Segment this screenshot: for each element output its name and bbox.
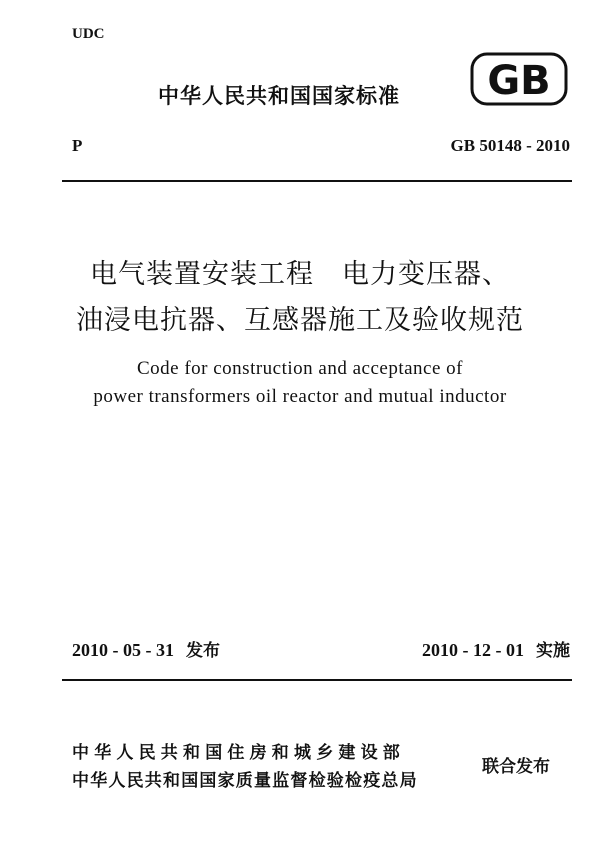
title-en-line1: Code for construction and acceptance of [136, 358, 463, 379]
joint-issue-label: 联合发布 [482, 757, 550, 777]
classification-code: P [72, 136, 83, 155]
issuer-line1: 中华人民共和国住房和城乡建设部 [72, 743, 405, 763]
gb-logo [470, 52, 568, 106]
implement-date: 2010 - 12 - 01 [422, 640, 524, 660]
issuer-line2: 中华人民共和国国家质量监督检验检疫总局 [72, 771, 418, 791]
title-en-line2: power transformers oil reactor and mutual inductor [93, 386, 507, 407]
bottom-divider [62, 679, 572, 681]
title-cn-line1: 电气装置安装工程 电力变压器、 [90, 259, 510, 290]
udc-label: UDC [72, 26, 105, 42]
top-divider [62, 180, 572, 182]
issue-label: 发布 [186, 641, 220, 661]
standard-number: GB 50148 - 2010 [450, 136, 570, 155]
title-cn-line2: 油浸电抗器、互感器施工及验收规范 [76, 305, 524, 336]
issue-date-row [72, 636, 220, 661]
gb-logo-text: GB [487, 58, 551, 104]
implement-label: 实施 [536, 641, 570, 661]
standard-type-title: 中华人民共和国国家标准 [158, 84, 400, 108]
issue-date: 2010 - 05 - 31 [72, 640, 174, 660]
implement-date-row [422, 636, 570, 661]
